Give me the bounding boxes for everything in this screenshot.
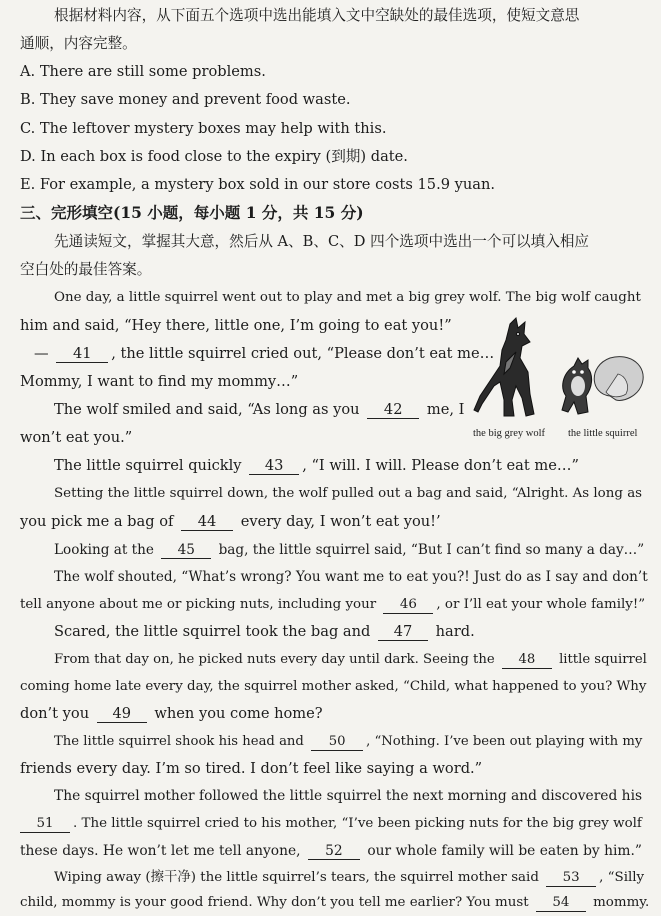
wolf-icon <box>474 318 534 416</box>
option-d: D. In each box is food close to the expiry (到期) date. <box>20 148 408 165</box>
passage-line: won’t eat you.” <box>20 429 133 446</box>
instruction-line <box>54 6 647 26</box>
passage-line: friends every day. I’m so tired. I don’t feel like saying a word.” <box>20 760 483 777</box>
passage-text: me, I <box>426 401 465 418</box>
section-title: 三、完形填空(15 小题，每小题 1 分，共 15 分) <box>20 203 364 222</box>
instruction-line <box>20 34 647 54</box>
passage-text: The wolf smiled and said, “As long as you <box>54 401 360 418</box>
passage-line: coming home late every day, the squirrel mother asked, “Child, what happened to you? Why <box>20 679 647 694</box>
passage-line <box>20 512 647 532</box>
passage-line: One day, a little squirrel went out to play and met a big grey wolf. The big wolf caught <box>54 290 641 305</box>
blank-53[interactable]: 53 <box>546 870 596 887</box>
blank-48[interactable]: 48 <box>502 652 552 669</box>
passage-text: , or I’ll eat your whole family!” <box>436 597 646 612</box>
passage-line <box>20 595 647 615</box>
passage-text: don’t you <box>20 705 90 722</box>
blank-46[interactable]: 46 <box>383 597 433 614</box>
passage-text: hard. <box>435 623 475 640</box>
blank-52[interactable]: 52 <box>308 843 360 860</box>
passage-text: Wiping away (擦干净) the little squirrel’s tears, the squirrel mother said <box>54 870 539 885</box>
passage-text: you pick me a bag of <box>20 513 174 530</box>
passage-text: , “Silly <box>599 870 645 885</box>
passage-text: Looking at the <box>54 542 154 558</box>
blank-49[interactable]: 49 <box>97 706 147 723</box>
passage-text: Scared, the little squirrel took the bag and <box>54 623 371 640</box>
passage-text: The little squirrel quickly <box>54 457 242 474</box>
blank-50[interactable]: 50 <box>311 734 363 751</box>
squirrel-icon <box>562 357 643 414</box>
passage-line: him and said, “Hey there, little one, I’m going to eat you!” <box>20 317 452 334</box>
blank-54[interactable]: 54 <box>536 895 586 912</box>
blank-45[interactable]: 45 <box>161 542 211 559</box>
passage-text: bag, the little squirrel said, “But I can’t find so many a day…” <box>218 542 645 558</box>
passage-line <box>20 893 650 913</box>
blank-47[interactable]: 47 <box>378 624 428 641</box>
blank-42[interactable]: 42 <box>367 402 419 419</box>
passage-line <box>54 650 647 670</box>
instruction-text: 通顺，内容完整。 <box>20 35 137 52</box>
option-c: C. The leftover mystery boxes may help with this. <box>20 120 387 137</box>
section-instruction: 先通读短文，掌握其大意，然后从 A、B、C、D 四个选项中选出一个可以填入相应 <box>54 233 590 250</box>
passage-text: . The little squirrel cried to his mother, “I’ve been picking nuts for the big grey wolf <box>73 816 642 831</box>
wolf-caption: the big grey wolf <box>473 428 546 439</box>
wolf-squirrel-illustration <box>470 316 652 448</box>
passage-text: , the little squirrel cried out, “Please don’t eat me… <box>111 345 495 362</box>
blank-44[interactable]: 44 <box>181 514 233 531</box>
passage-line <box>54 868 647 888</box>
squirrel-caption: the little squirrel <box>568 428 638 439</box>
section-instruction: 空白处的最佳答案。 <box>20 261 152 278</box>
passage-text: tell anyone about me or picking nuts, including your <box>20 597 377 612</box>
passage-line: Mommy, I want to find my mommy…” <box>20 373 299 390</box>
passage-text: these days. He won’t let me tell anyone, <box>20 843 301 859</box>
instruction-text: 根据材料内容，从下面五个选项中选出能填入文中空缺处的最佳选项，使短文意思 <box>54 7 580 24</box>
option-a: A. There are still some problems. <box>20 63 266 80</box>
option-e: E. For example, a mystery box sold in our store costs 15.9 yuan. <box>20 176 496 193</box>
passage-text: our whole family will be eaten by him.” <box>367 843 642 859</box>
passage-line <box>20 704 647 724</box>
blank-51[interactable]: 51 <box>20 816 70 833</box>
passage-line: Setting the little squirrel down, the wolf pulled out a bag and said, “Alright. As long as <box>54 486 643 501</box>
passage-text: every day, I won’t eat you!’ <box>240 513 441 530</box>
passage-line: The wolf shouted, “What’s wrong? You want me to eat you?! Just do as I say and don’t <box>54 569 648 585</box>
passage-text: child, mommy is your good friend. Why don’t you tell me earlier? You must <box>20 895 529 910</box>
passage-text: , “Nothing. I’ve been out playing with my <box>366 734 643 749</box>
dash-mark: — <box>34 345 49 362</box>
blank-43[interactable]: 43 <box>249 458 299 475</box>
passage-line <box>54 732 647 752</box>
passage-line <box>54 456 647 476</box>
passage-text: when you come home? <box>154 705 323 722</box>
passage-line <box>20 841 647 861</box>
passage-line <box>20 814 647 834</box>
passage-line <box>54 622 647 642</box>
passage-text: The little squirrel shook his head and <box>54 734 304 749</box>
illustration-graphic <box>470 316 652 426</box>
passage-text: little squirrel <box>559 652 647 667</box>
passage-line <box>54 540 647 560</box>
option-b: B. They save money and prevent food waste. <box>20 91 351 108</box>
passage-text: From that day on, he picked nuts every day until dark. Seeing the <box>54 652 495 667</box>
passage-line: The squirrel mother followed the little squirrel the next morning and discovered his <box>54 788 643 804</box>
blank-41[interactable]: 41 <box>56 346 108 363</box>
passage-text: , “I will. I will. Please don’t eat me…” <box>302 457 579 474</box>
passage-text: mommy. <box>593 895 650 910</box>
